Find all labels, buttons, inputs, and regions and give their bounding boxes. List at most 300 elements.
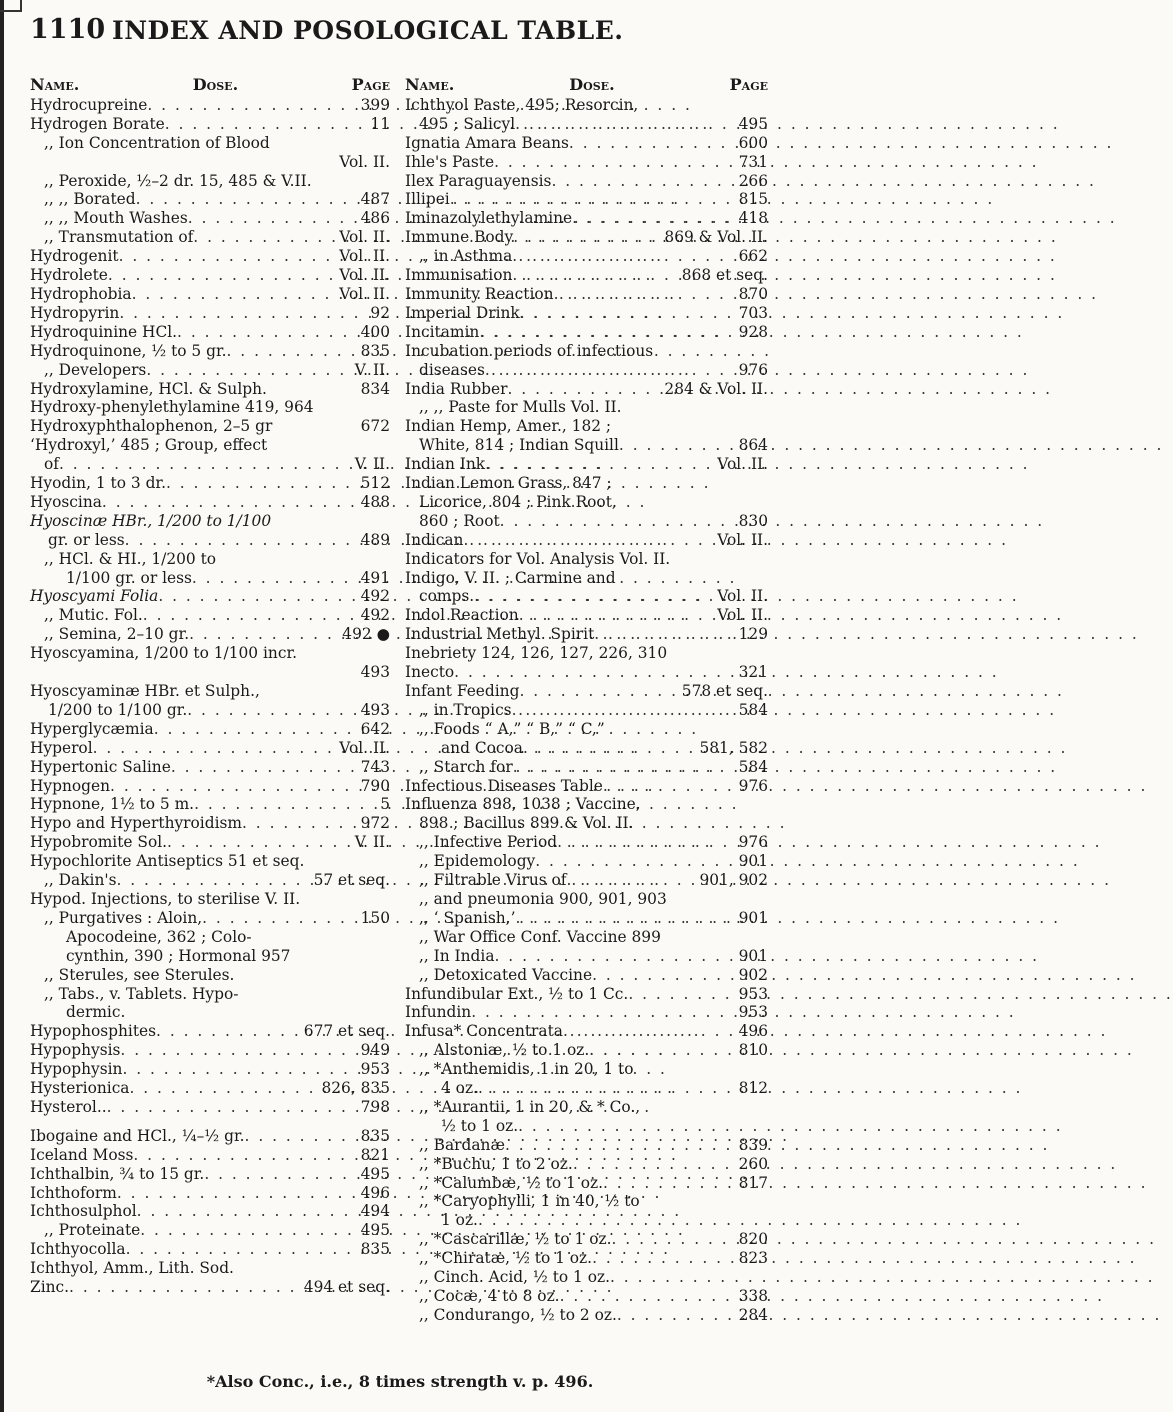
entry-page: 830 [738, 511, 768, 530]
entry-name: ,, ‘ Spanish,’ [419, 908, 516, 927]
entry-name: Indigo, V. II. ; Carmine and [405, 568, 616, 587]
entry-page: 953 [738, 984, 768, 1003]
index-entry [30, 720, 390, 739]
entry-name: Hydroquinine HCl. [30, 322, 178, 341]
entry-page: 901 [738, 852, 768, 871]
index-entry [405, 531, 768, 550]
entry-name: Hyperol [30, 738, 93, 757]
dot-leader [551, 172, 734, 191]
entry-name: ,, *Aurantii, 1 in 20, & * Co., [419, 1097, 641, 1116]
entry-name: Hyoscyaminæ HBr. et Sulph., [30, 682, 260, 700]
entry-name: Indian Lemon Grass, 847 ; [405, 474, 612, 493]
entry-name: ,, Filtrable Virus of [419, 871, 567, 890]
entry-name: White, 814 ; Indian Squill [419, 436, 619, 455]
entry-page: Vol. II. [339, 266, 390, 285]
index-entry [30, 1022, 390, 1041]
dot-leader [515, 909, 734, 928]
entry-page: 260 [738, 1154, 768, 1173]
index-entry [30, 814, 390, 833]
entry-page: 864 [738, 436, 768, 455]
index-entry [30, 1259, 390, 1278]
dot-leader [485, 455, 713, 474]
entry-name: ,, in Asthma [419, 247, 513, 266]
index-entry [30, 985, 390, 1004]
entry-name: Hypobromite Sol. [30, 833, 168, 852]
index-entry [405, 682, 768, 701]
index-entry [405, 663, 768, 682]
index-entry [30, 1098, 390, 1117]
entry-name: 860 ; Root [419, 511, 500, 530]
dot-leader [93, 739, 336, 758]
entry-name: Hypnogen [30, 776, 111, 795]
entry-page: 972 [360, 814, 390, 833]
entry-name: Hypnone, 1½ to 5 m. [30, 795, 195, 814]
entry-page: Vol. II. [339, 738, 390, 757]
dot-leader [494, 153, 735, 172]
entry-name: Hydrophobia [30, 284, 132, 303]
entry-name: Hyoscyamina, 1/200 to 1/100 incr. [30, 644, 298, 663]
index-entry [405, 814, 768, 833]
dot-leader [147, 96, 356, 115]
entry-page: 495 [738, 114, 768, 133]
index-entry [30, 682, 390, 701]
entry-name: Hypod. Injections, to sterilise V. II. [30, 889, 301, 908]
entry-name: ,, *Caryophylli, 1 in 40, ½ to [419, 1192, 640, 1211]
index-entry [405, 398, 768, 417]
entry-page: 869 & Vol. II. [664, 228, 768, 247]
entry-page: 284 [738, 1305, 768, 1324]
index-entry [30, 928, 390, 947]
entry-page: Vol. II. [717, 606, 768, 625]
index-entry [30, 209, 390, 228]
entry-name: Immunity Reaction [405, 284, 554, 303]
dot-leader [125, 531, 357, 550]
index-entry [30, 625, 390, 644]
index-entry [30, 304, 390, 323]
entry-page: 868 et seq. [681, 266, 768, 285]
entry-name: Hyoscinæ HBr., 1/200 to 1/100 [30, 511, 272, 530]
dot-leader [463, 531, 713, 550]
dot-leader [612, 1230, 735, 1249]
index-entry [405, 1249, 768, 1268]
entry-name: diseases [419, 360, 485, 379]
entry-name: ,, Cocæ, 4 to 8 oz. [419, 1287, 560, 1305]
index-entry [405, 1211, 768, 1230]
entry-name: ,, Cinch. Acid, ½ to 1 oz. [419, 1268, 611, 1287]
entry-name: ,, ,, Mouth Washes [44, 209, 188, 228]
entry-name: Hyodin, 1 to 3 dr. [30, 474, 166, 493]
index-entry [30, 1278, 390, 1297]
col-head-dose: Dose. [569, 75, 615, 94]
entry-name: ,, Infective Period [419, 833, 558, 852]
dot-leader [500, 512, 735, 531]
dot-leader [102, 493, 357, 512]
entry-name: Hypo and Hyperthyroidism [30, 814, 242, 833]
index-entry [30, 1202, 390, 1221]
dot-leader [508, 380, 661, 399]
entry-name: 1/200 to 1/100 gr. [48, 700, 188, 719]
index-entry [405, 644, 768, 663]
index-entry [405, 1268, 768, 1287]
index-entry [405, 1136, 768, 1155]
dot-leader [619, 436, 735, 455]
index-entry [30, 1079, 390, 1098]
index-entry [405, 890, 768, 909]
index-entry [405, 795, 768, 814]
entry-name: Ibogaine and HCl., ¼–½ gr. [30, 1126, 245, 1145]
entry-name: Licorice, 804 ; Pink Root, [419, 492, 617, 511]
entry-name: Incitamin [405, 322, 480, 341]
dot-leader [69, 1278, 300, 1297]
entry-page: 731 [738, 152, 768, 171]
entry-name: Ichthosulphol [30, 1202, 137, 1221]
entry-name: ,, *Cascarillæ, ½ to 1 oz. [419, 1230, 612, 1249]
entry-page: 835 [360, 1240, 390, 1259]
dot-leader [520, 304, 735, 323]
entry-name: Ilex Paraguayensis [405, 171, 552, 190]
entry-page: 834 [360, 379, 390, 398]
entry-name: Imperial Drink [405, 303, 520, 322]
entry-name: Infusa* Concentrata [405, 1022, 563, 1041]
entry-page: Vol. II. [339, 228, 390, 247]
entry-name: ,, Purgatives : Aloin, [44, 908, 203, 927]
entry-name: Ichthoform [30, 1183, 117, 1202]
dot-leader [572, 209, 734, 228]
dot-leader [454, 663, 734, 682]
entry-page: 743 [360, 757, 390, 776]
index-entry [405, 1041, 768, 1060]
index-entry [30, 115, 390, 134]
dot-leader [171, 758, 357, 777]
entry-name: Indicators for Vol. Analysis Vol. II. [405, 549, 671, 568]
dot-leader [478, 1079, 735, 1098]
entry-name: Hypophysin [30, 1060, 123, 1079]
dot-leader [187, 701, 356, 720]
index-entry [405, 304, 768, 323]
dot-leader [136, 190, 357, 209]
index-entries-left [30, 96, 390, 1297]
dot-leader [143, 606, 357, 625]
index-entry [30, 909, 390, 928]
entry-page: 901 [738, 946, 768, 965]
entry-name: ,, Mutic. Fol. [44, 606, 143, 625]
entry-page: 976 [738, 360, 768, 379]
entry-name: Hypophysis [30, 1041, 121, 1060]
dot-leader [617, 1306, 735, 1325]
index-entry [405, 190, 768, 209]
entry-name: Hydrogen Borate [30, 114, 165, 133]
entry-page: 495 [360, 1221, 390, 1240]
entry-name: ,, *Buchu, 1 to 2 oz. [419, 1154, 573, 1173]
entry-name: Hydroquinone, ½ to 5 gr. [30, 341, 227, 360]
dot-leader [116, 871, 309, 890]
entry-page: 493 [360, 663, 390, 682]
entry-page: 798 [360, 1097, 390, 1116]
index-entry [405, 474, 768, 493]
index-entry [405, 587, 768, 606]
entry-name: Iminazolylethylamine [405, 209, 573, 228]
entry-page: 642 [360, 719, 390, 738]
index-entry [405, 1117, 768, 1136]
dot-leader [513, 228, 660, 247]
index-entry [30, 777, 390, 796]
entry-name: of [44, 455, 59, 474]
index-entry [30, 1240, 390, 1259]
entry-page: 817 [738, 1173, 768, 1192]
entry-page: 810 [738, 1041, 768, 1060]
entry-name: Apocodeine, 362 ; Colo- [66, 927, 252, 946]
index-entry [405, 1060, 768, 1079]
index-entry [405, 928, 768, 947]
index-entry [405, 323, 768, 342]
col-head-name: Name. [30, 75, 80, 94]
entry-name: Hydroxy-phenylethylamine 419, 964 [30, 398, 314, 417]
entry-name: Indian Hemp, Amer., 182 ; [405, 417, 612, 436]
index-entry [405, 1022, 768, 1041]
dot-leader [120, 1041, 356, 1060]
entry-page: 11 [370, 114, 390, 133]
entry-page: 820 [738, 1230, 768, 1249]
entry-name: Hydrolete [30, 266, 108, 285]
dot-leader [193, 228, 335, 247]
entry-page: 677 et seq. [303, 1022, 390, 1041]
dot-leader [165, 115, 367, 134]
entry-page: V. II. [354, 833, 390, 852]
index-entry [405, 115, 768, 134]
dot-leader [177, 323, 357, 342]
dot-leader [560, 1287, 735, 1306]
column-header-left [30, 76, 390, 95]
dot-leader [513, 758, 735, 777]
dot-leader [107, 1098, 357, 1117]
entry-name: Ichthyol, Amm., Lith. Sod. [30, 1259, 234, 1278]
entry-name: Industrial Methyl. Spirit [405, 625, 595, 644]
entry-name: Zinc. [30, 1278, 70, 1297]
page-edge-rule [0, 0, 4, 1412]
entry-name: ,, Semina, 2–10 gr. [44, 625, 190, 644]
entry-page: 92 [370, 303, 390, 322]
dot-leader [573, 1155, 735, 1174]
dot-leader [512, 266, 677, 285]
index-entry [30, 1165, 390, 1184]
index-entry [405, 342, 768, 361]
index-entry [405, 493, 768, 512]
entry-name: ,, in Tropics [419, 700, 512, 719]
entry-name: ,, *Anthemidis, 1 in 20, 1 to [419, 1060, 634, 1079]
index-entry [405, 266, 768, 285]
index-entry [405, 701, 768, 720]
dot-leader [156, 1022, 300, 1041]
dot-leader [154, 720, 357, 739]
index-entry [30, 1003, 390, 1022]
index-entry [30, 228, 390, 247]
index-entry [30, 266, 390, 285]
index-entry [405, 1155, 768, 1174]
index-entry [30, 833, 390, 852]
index-entry [30, 890, 390, 909]
index-entry [405, 777, 768, 796]
entry-name: Influenza 898, 1038 ; Vaccine, [405, 795, 641, 814]
dot-leader [189, 625, 338, 644]
entry-page: 495 [360, 1164, 390, 1183]
entry-name: Hyoscyami Folia [30, 587, 159, 606]
entry-name: Hydrogenit [30, 247, 119, 266]
index-entry [30, 739, 390, 758]
entry-name: ,, Detoxicated Vaccine [419, 965, 593, 984]
entry-page: 976 [738, 833, 768, 852]
dot-leader [519, 682, 677, 701]
index-entry [30, 1221, 390, 1240]
entry-name: Hydroxylamine, HCl. & Sulph. [30, 379, 267, 398]
index-entry [405, 512, 768, 531]
entry-name: cynthin, 390 ; Hormonal 957 [66, 946, 291, 965]
index-entry [405, 1287, 768, 1306]
dot-leader [518, 1117, 764, 1136]
entry-page: Vol. II. [717, 530, 768, 549]
entry-page: Vol. II. [339, 247, 390, 266]
index-entry [405, 380, 768, 399]
entry-name: Iceland Moss [30, 1145, 134, 1164]
index-entry [30, 323, 390, 342]
dot-leader [603, 1174, 735, 1193]
index-entry [30, 190, 390, 209]
entry-name: Immune Body [405, 228, 514, 247]
dot-leader [523, 739, 696, 758]
index-entry [30, 871, 390, 890]
entry-name: ,, Peroxide, ½–2 dr. 15, 485 & V.II. [44, 171, 312, 190]
entry-page: 578 et seq. [681, 682, 768, 700]
index-entry [405, 153, 768, 172]
dot-leader [512, 247, 734, 266]
index-entry [30, 531, 390, 550]
entry-name: Incubation periods of infectious [405, 341, 654, 360]
index-entry [30, 285, 390, 304]
dot-leader [557, 833, 735, 852]
entry-name: Hypochlorite Antiseptics 51 et seq. [30, 852, 305, 871]
index-entry [30, 947, 390, 966]
dot-leader [59, 455, 351, 474]
dot-leader [140, 1221, 356, 1240]
entry-page: 953 [738, 1003, 768, 1022]
index-entry [405, 833, 768, 852]
index-entry [30, 852, 390, 871]
dot-leader [592, 966, 735, 985]
index-entry [30, 758, 390, 777]
dot-leader [166, 474, 357, 493]
index-entry [30, 172, 390, 191]
entry-name: Hydropyrin [30, 303, 120, 322]
entry-page: 284 & Vol. II. [664, 379, 768, 398]
index-entry [30, 1184, 390, 1203]
dot-leader [554, 285, 735, 304]
entry-page: 584 [738, 700, 768, 719]
entry-page: 821 [360, 1145, 390, 1164]
index-entry [405, 417, 768, 436]
dot-leader [188, 209, 357, 228]
entry-page: Vol. II. [717, 455, 768, 474]
entry-page: 321 [738, 663, 768, 682]
index-entry [405, 909, 768, 928]
index-entry [30, 1146, 390, 1165]
index-entry [405, 285, 768, 304]
entry-page: 812 [738, 1079, 768, 1098]
page-corner-mark [0, 0, 22, 12]
entry-name: ,, Tabs., v. Tablets. Hypo- [44, 984, 239, 1003]
dot-leader [129, 1079, 317, 1098]
dot-leader [495, 947, 735, 966]
entry-name: Inecto [405, 663, 455, 682]
dot-leader [535, 852, 734, 871]
dot-leader [594, 625, 734, 644]
index-entry [405, 966, 768, 985]
dot-leader [610, 1268, 764, 1287]
dot-leader [192, 569, 357, 588]
entry-name: ‘Hydroxyl,’ 485 ; Group, effect [30, 436, 268, 455]
entry-page: 823 [738, 1249, 768, 1268]
entry-name: Hysterionica [30, 1079, 130, 1098]
entry-page: 399 [360, 95, 390, 114]
index-entry [30, 380, 390, 399]
dot-leader [146, 361, 350, 380]
dot-leader [242, 814, 357, 833]
entry-page: 492 [360, 606, 390, 625]
entry-name: ,, Transmutation of [44, 228, 194, 247]
entry-page: Vol. II. [717, 587, 768, 606]
entry-name: ½ to 1 oz. [441, 1116, 519, 1135]
entry-name: comps. [419, 587, 475, 606]
entry-page: 488 [360, 492, 390, 511]
col-head-dose: Dose. [192, 75, 239, 94]
dot-leader [110, 777, 357, 796]
entry-page: 901 [738, 908, 768, 927]
entry-name: ,, Ion Concentration of Blood [44, 133, 270, 152]
entry-page: 512 [360, 474, 390, 493]
index-entry [405, 720, 768, 739]
entry-page: 492 [360, 587, 390, 606]
index-entry [30, 966, 390, 985]
dot-leader [202, 909, 356, 928]
dot-leader [132, 285, 336, 304]
index-entry [405, 1192, 768, 1211]
index-entry [405, 247, 768, 266]
dot-leader [167, 833, 351, 852]
entry-name: Indian Ink [405, 455, 486, 474]
entry-name: dermic. [66, 1003, 126, 1022]
entry-name: Hysterol.. [30, 1097, 107, 1116]
entry-name: Ihle's Paste [405, 152, 495, 171]
index-entry [30, 153, 390, 172]
dot-leader [589, 1041, 734, 1060]
entry-name: 1 oz. [441, 1211, 478, 1230]
section-gap [30, 1117, 390, 1127]
index-entry [30, 96, 390, 115]
index-entry [30, 512, 390, 531]
entry-page: 901, 902 [699, 871, 768, 890]
page-title: INDEX AND POSOLOGICAL TABLE. [112, 16, 624, 45]
index-entry [405, 947, 768, 966]
dot-leader [512, 701, 735, 720]
entry-page: 584 [738, 757, 768, 776]
dot-leader [515, 115, 734, 134]
entry-page: 266 [738, 171, 768, 190]
entry-name: ,, Developers [44, 360, 147, 379]
entry-name: Hypertonic Saline [30, 757, 171, 776]
index-entry [30, 436, 390, 455]
entry-name: Infundin [405, 1003, 472, 1022]
entry-name: and Cocoa [441, 738, 523, 757]
index-entry [30, 663, 390, 682]
entry-page: 496 [738, 1022, 768, 1041]
